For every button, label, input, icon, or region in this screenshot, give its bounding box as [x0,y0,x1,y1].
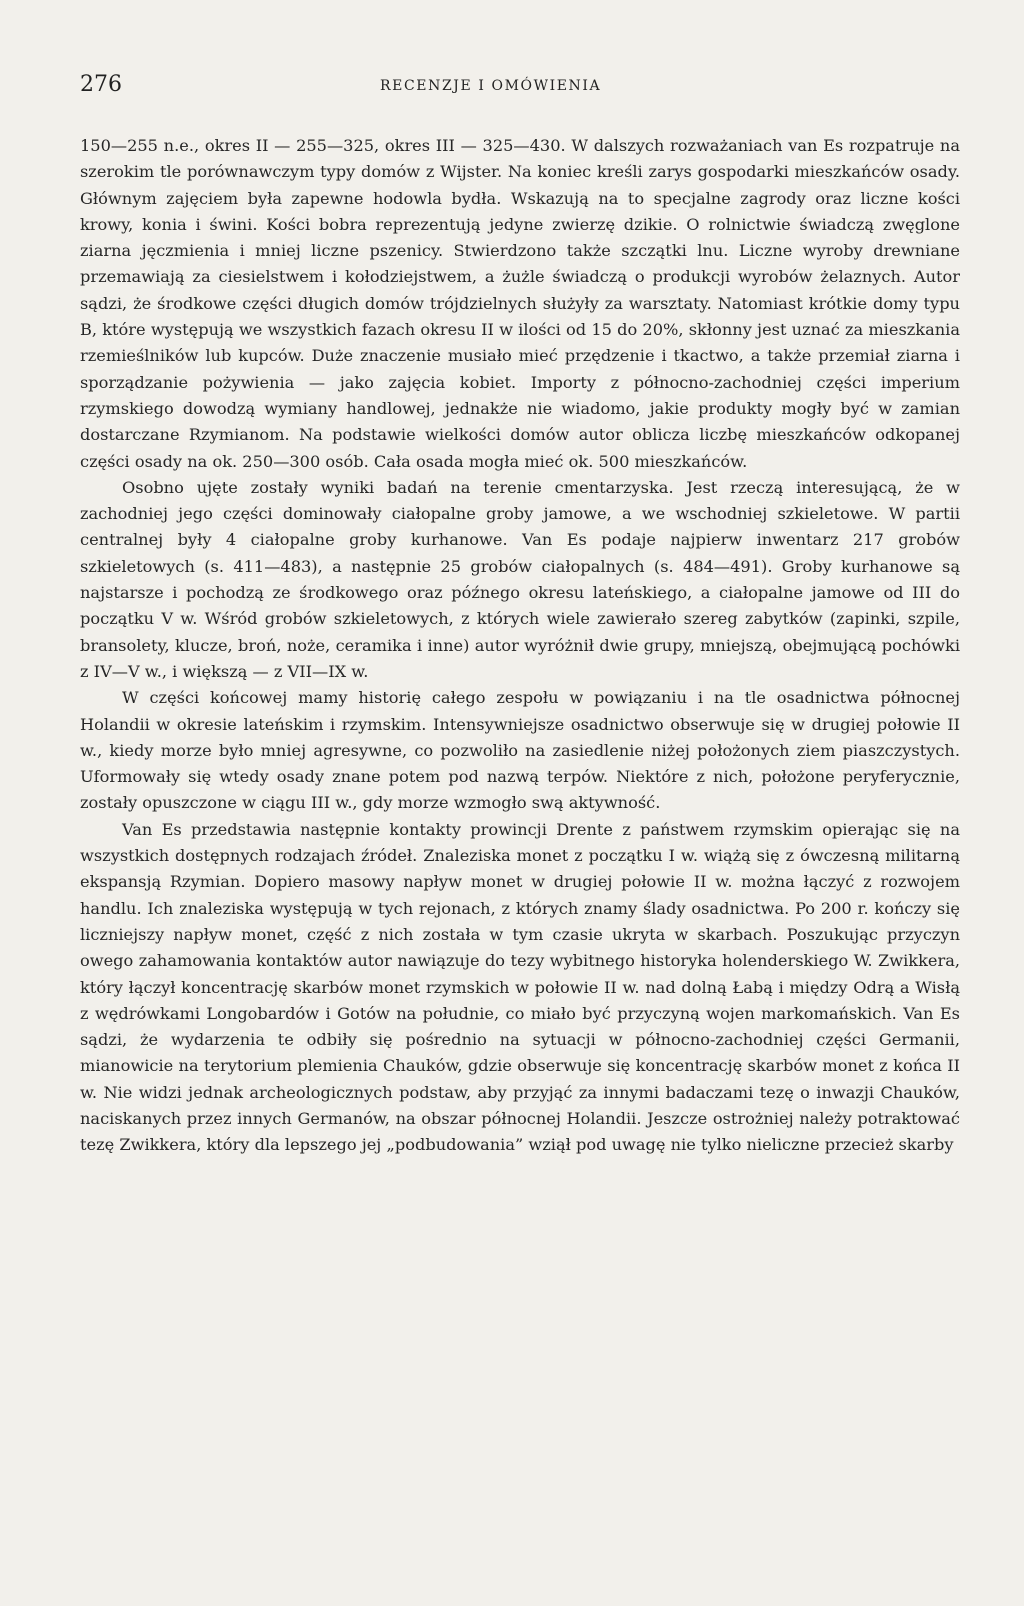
body-text [80,133,960,1159]
paragraph: W części końcowej mamy historię całego zespołu w powiązaniu i na tle osadnictwa północnej Holandii w okresie lateńskim i rzymskim. Intensywniejsze osadnictwo obserwuje się w drugiej połowie II w., kiedy morze było mniej agresywne, co pozwoliło na zasiedlenie niżej położonych ziem piaszczystych. Uformowały się wtedy osady znane potem pod nazwą terpów. Niektóre z nich, położone peryferycznie, zostały opuszczone w ciągu III w., gdy morze wzmogło swą aktywność. [80,688,960,813]
page-number: 276 [80,72,122,97]
paragraph: Van Es przedstawia następnie kontakty prowincji Drente z państwem rzymskim opierając się na wszystkich dostępnych rodzajach źródeł. Znaleziska monet z początku I w. wiążą się z ówczesną militarną ekspansją Rzymian. Dopiero masowy napływ monet w drugiej połowie II w. można łączyć z rozwojem handlu. Ich znaleziska występują w tych rejonach, z których znamy ślady osadnictwa. Po 200 r. kończy się liczniejszy napływ monet, część z nich została w tym czasie ukryta w skarbach. Poszukując przyczyn owego zahamowania kontaktów autor nawiązuje do tezy wybitnego historyka holenderskiego W. Zwikkera, który łączył koncentrację skarbów monet rzymskich w połowie II w. nad dolną Łabą i między Odrą a Wisłą z wędrówkami Longobardów i Gotów na południe, co miało być przyczyną wojen markomańskich. Van Es sądzi, że wydarzenia te odbiły się pośrednio na sytuacji w północno-zachodniej części Germanii, mianowicie na terytorium plemienia Chauków, gdzie obserwuje się koncentrację skarbów monet z końca II w. Nie widzi jednak archeologicznych podstaw, aby przyjąć za innymi badaczami tezę o inwazji Chauków, naciskanych przez innych Germanów, na obszar północnej Holandii. Jeszcze ostrożniej należy potraktować tezę Zwikkera, który dla lepszego jej „podbudowania” wziął pod uwagę nie tylko nieliczne przecież skarby [80,819,960,1155]
paragraph: Osobno ujęte zostały wyniki badań na terenie cmentarzyska. Jest rzeczą interesującą, że w zachodniej jego części dominowały ciałopalne groby jamowe, a we wschodniej szkieletowe. W partii centralnej były 4 ciałopalne groby kurhanowe. Van Es podaje najpierw inwentarz 217 grobów szkieletowych (s. 411—483), a następnie 25 grobów ciałopalnych (s. 484—491). Groby kurhanowe są najstarsze i pochodzą ze środkowego oraz późnego okresu lateńskiego, a ciałopalne jamowe od III do początku V w. Wśród grobów szkieletowych, z których wiele zawierało szereg zabytków (zapinki, szpile, bransolety, klucze, broń, noże, ceramika i inne) autor wyróżnił dwie grupy, mniejszą, obejmującą pochówki z IV—V w., i większą — z VII—IX w. [80,477,960,681]
running-head: RECENZJE I OMÓWIENIA [380,78,602,94]
page-header [80,72,960,104]
paragraph: 150—255 n.e., okres II — 255—325, okres III — 325—430. W dalszych rozważaniach van Es rozpatruje na szerokim tle porównawczym typy domów z Wijster. Na koniec kreśli zarys gospodarki mieszkańców osady. Głównym zajęciem była zapewne hodowla bydła. Wskazują na to specjalne zagrody oraz liczne kości krowy, konia i świni. Kości bobra reprezentują jedyne zwierzę dzikie. O rolnictwie świadczą zwęglone ziarna jęczmienia i mniej liczne pszenicy. Stwierdzono także szczątki lnu. Liczne wyroby drewniane przemawiają za ciesielstwem i kołodziejstwem, a żużle świadczą o produkcji wyrobów żelaznych. Autor sądzi, że środkowe części długich domów trójdzielnych służyły za warsztaty. Natomiast krótkie domy typu B, które występują we wszystkich fazach okresu II w ilości od 15 do 20%, skłonny jest uznać za mieszkania rzemieślników lub kupców. Duże znaczenie musiało mieć przędzenie i tkactwo, a także przemiał ziarna i sporządzanie pożywienia — jako zajęcia kobiet. Importy z północno-zachodniej części imperium rzymskiego dowodzą wymiany handlowej, jednakże nie wiadomo, jakie produkty mogły być w zamian dostarczane Rzymianom. Na podstawie wielkości domów autor oblicza liczbę mieszkańców odkopanej części osady na ok. 250—300 osób. Cała osada mogła mieć ok. 500 mieszkańców. [80,136,960,471]
